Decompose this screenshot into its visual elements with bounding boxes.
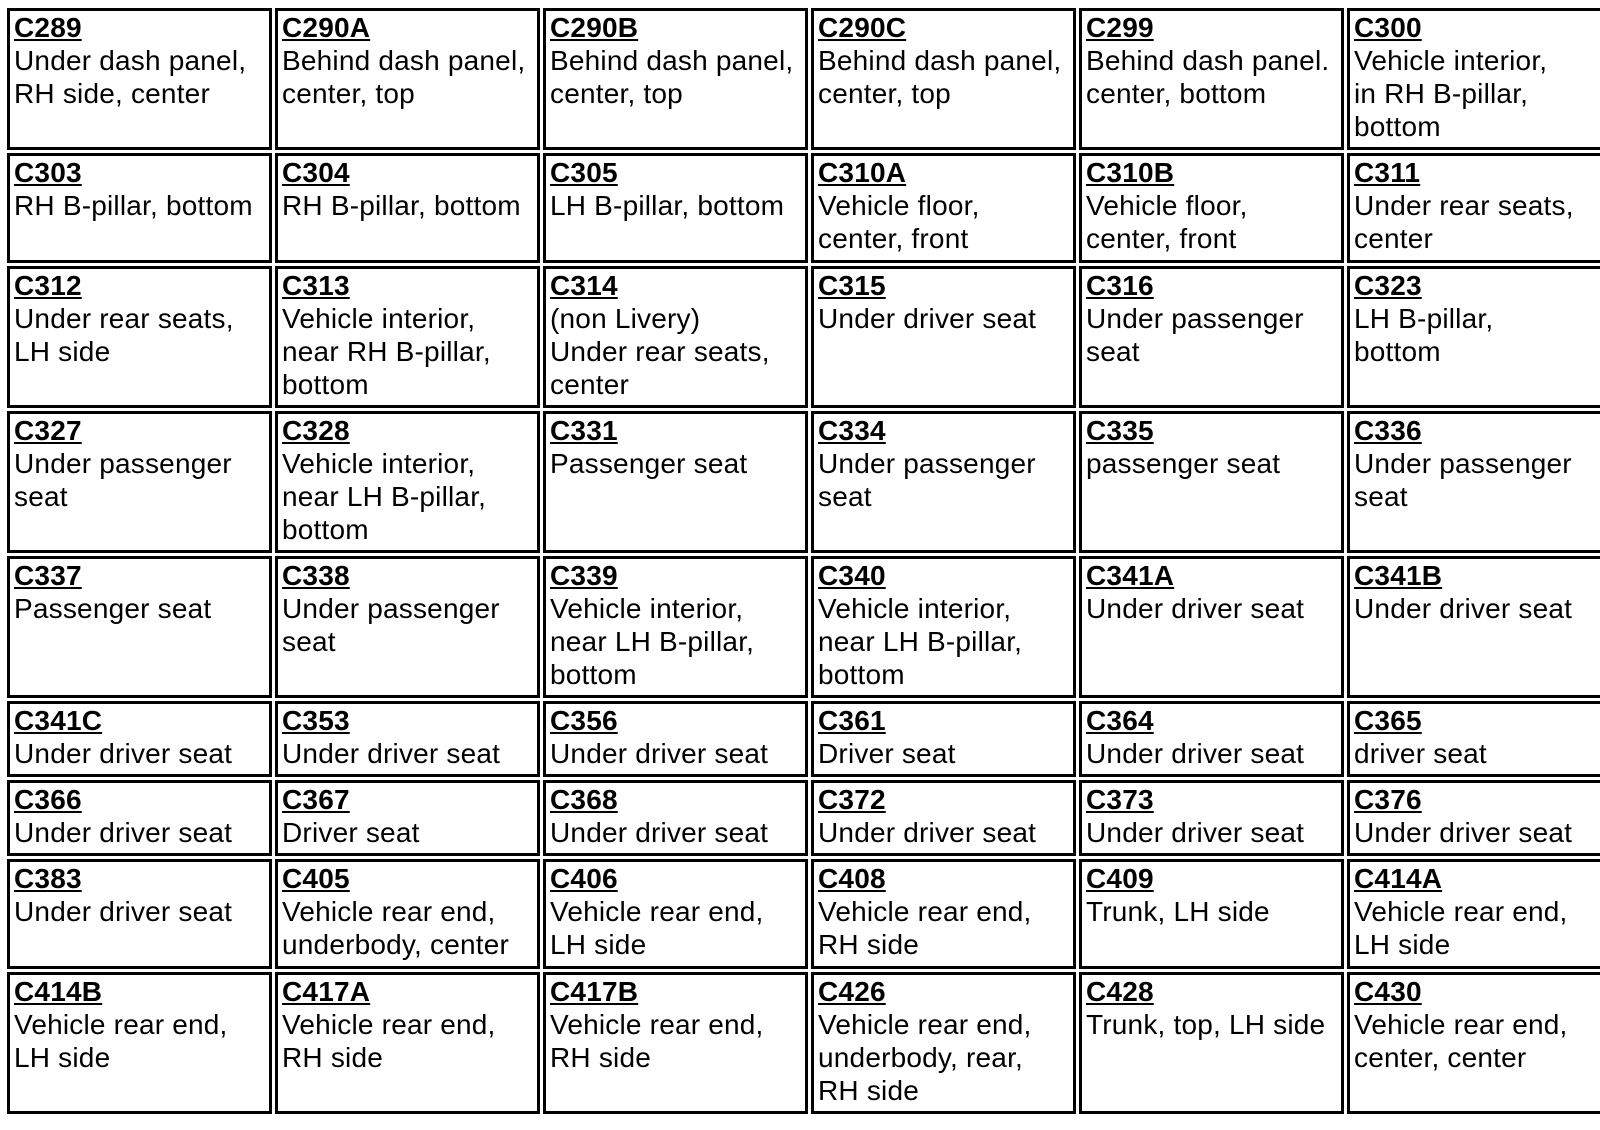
connector-location: Under driver seat xyxy=(818,303,1037,334)
connector-cell xyxy=(811,972,1076,1114)
connector-location: Vehicle interior, near RH B-pillar, bottom xyxy=(282,303,491,400)
connector-location: Behind dash panel, center, top xyxy=(818,45,1062,109)
connector-location: Vehicle rear end, RH side xyxy=(282,1009,496,1073)
connector-cell xyxy=(275,701,540,777)
connector-code: C368 xyxy=(550,784,618,815)
connector-location: Under passenger seat xyxy=(818,448,1036,512)
connector-cell xyxy=(275,266,540,408)
connector-code: C310A xyxy=(818,157,907,188)
connector-location: Behind dash panel, center, top xyxy=(282,45,526,109)
connector-code: C367 xyxy=(282,784,350,815)
connector-location: Passenger seat xyxy=(14,593,212,624)
connector-code: C414A xyxy=(1354,863,1443,894)
connector-location: Trunk, LH side xyxy=(1086,896,1270,927)
connector-cell xyxy=(811,556,1076,698)
connector-location: driver seat xyxy=(1354,738,1487,769)
connector-location: Under passenger seat xyxy=(1086,303,1304,367)
table-row xyxy=(7,8,1600,150)
connector-cell xyxy=(7,701,272,777)
connector-cell xyxy=(1079,556,1344,698)
connector-location: Under rear seats, LH side xyxy=(14,303,234,367)
connector-code: C289 xyxy=(14,12,82,43)
connector-location: Under driver seat xyxy=(14,738,233,769)
connector-location: Under driver seat xyxy=(1354,593,1573,624)
connector-location: Under dash panel, RH side, center xyxy=(14,45,247,109)
connector-cell xyxy=(1347,266,1600,408)
connector-location: Behind dash panel, center, top xyxy=(550,45,794,109)
connector-code: C340 xyxy=(818,560,886,591)
connector-code: C328 xyxy=(282,415,350,446)
connector-code: C323 xyxy=(1354,270,1422,301)
connector-location: LH B-pillar, bottom xyxy=(550,190,785,221)
connector-location: Vehicle rear end, LH side xyxy=(14,1009,228,1073)
connector-cell xyxy=(1079,411,1344,553)
connector-cell xyxy=(7,411,272,553)
connector-cell xyxy=(7,859,272,969)
connector-code: C335 xyxy=(1086,415,1154,446)
connector-cell xyxy=(1347,972,1600,1114)
connector-cell xyxy=(811,411,1076,553)
connector-code: C311 xyxy=(1354,157,1421,188)
connector-cell xyxy=(7,972,272,1114)
connector-location: Under passenger seat xyxy=(1354,448,1572,512)
connector-location: Vehicle interior, near LH B-pillar, bottom xyxy=(550,593,755,690)
connector-code: C315 xyxy=(818,270,886,301)
connector-code: C290B xyxy=(550,12,639,43)
connector-cell xyxy=(811,266,1076,408)
table-row xyxy=(7,266,1600,408)
connector-code: C364 xyxy=(1086,705,1154,736)
connector-code: C312 xyxy=(14,270,82,301)
connector-code: C337 xyxy=(14,560,82,591)
connector-code: C339 xyxy=(550,560,618,591)
connector-location: Under driver seat xyxy=(282,738,501,769)
connector-cell xyxy=(543,153,808,263)
connector-cell xyxy=(7,153,272,263)
connector-code: C417B xyxy=(550,976,639,1007)
connector-cell xyxy=(811,701,1076,777)
connector-cell xyxy=(543,972,808,1114)
connector-cell xyxy=(1347,780,1600,856)
connector-location: Under driver seat xyxy=(14,817,233,848)
connector-code: C376 xyxy=(1354,784,1422,815)
connector-cell xyxy=(543,411,808,553)
connector-location: RH B-pillar, bottom xyxy=(14,190,253,221)
connector-code: C327 xyxy=(14,415,82,446)
connector-code: C417A xyxy=(282,976,371,1007)
connector-location: Vehicle interior, in RH B-pillar, bottom xyxy=(1354,45,1548,142)
connector-cell xyxy=(275,8,540,150)
connector-location: Driver seat xyxy=(818,738,956,769)
connector-cell xyxy=(811,859,1076,969)
connector-cell xyxy=(811,153,1076,263)
connector-cell xyxy=(7,266,272,408)
connector-location: Under driver seat xyxy=(550,817,769,848)
connector-location: LH B-pillar, bottom xyxy=(1354,303,1494,367)
connector-cell xyxy=(811,8,1076,150)
connector-location: Under driver seat xyxy=(550,738,769,769)
connector-location: Under driver seat xyxy=(818,817,1037,848)
connector-location: Vehicle rear end, center, center xyxy=(1354,1009,1568,1073)
table-row xyxy=(7,411,1600,553)
table-row xyxy=(7,780,1600,856)
connector-location: Vehicle interior, near LH B-pillar, bottom xyxy=(282,448,487,545)
connector-cell xyxy=(1079,153,1344,263)
connector-cell xyxy=(275,556,540,698)
table-row xyxy=(7,972,1600,1114)
connector-code: C341A xyxy=(1086,560,1175,591)
connector-cell xyxy=(1079,972,1344,1114)
connector-code: C305 xyxy=(550,157,618,188)
connector-code: C383 xyxy=(14,863,82,894)
connector-cell xyxy=(543,780,808,856)
connector-code: C303 xyxy=(14,157,82,188)
connector-location: Vehicle rear end, underbody, center xyxy=(282,896,510,960)
connector-location: Passenger seat xyxy=(550,448,748,479)
connector-cell xyxy=(7,556,272,698)
connector-location: Under driver seat xyxy=(1086,593,1305,624)
connector-location: Vehicle floor, center, front xyxy=(1086,190,1248,254)
connector-cell xyxy=(543,701,808,777)
connector-code: C406 xyxy=(550,863,618,894)
connector-cell xyxy=(543,859,808,969)
connector-location: Under passenger seat xyxy=(14,448,232,512)
table-row xyxy=(7,859,1600,969)
connector-code: C408 xyxy=(818,863,886,894)
connector-location: RH B-pillar, bottom xyxy=(282,190,521,221)
connector-code: C366 xyxy=(14,784,82,815)
connector-location: Behind dash panel. center, bottom xyxy=(1086,45,1330,109)
connector-cell xyxy=(1079,701,1344,777)
connector-cell xyxy=(543,8,808,150)
connector-code: C372 xyxy=(818,784,886,815)
connector-code: C336 xyxy=(1354,415,1422,446)
connector-code: C316 xyxy=(1086,270,1154,301)
connector-code: C365 xyxy=(1354,705,1422,736)
connector-code: C299 xyxy=(1086,12,1154,43)
connector-code: C353 xyxy=(282,705,350,736)
connector-location: Vehicle rear end, RH side xyxy=(550,1009,764,1073)
connector-location: passenger seat xyxy=(1086,448,1281,479)
connector-cell xyxy=(543,266,808,408)
connector-cell xyxy=(1347,8,1600,150)
connector-cell xyxy=(275,780,540,856)
connector-location-table xyxy=(4,5,1600,1117)
connector-location: Vehicle rear end, LH side xyxy=(550,896,764,960)
connector-code: C430 xyxy=(1354,976,1422,1007)
connector-code: C426 xyxy=(818,976,886,1007)
connector-cell xyxy=(7,8,272,150)
connector-location: Under driver seat xyxy=(1086,817,1305,848)
connector-code: C341C xyxy=(14,705,103,736)
connector-cell xyxy=(275,859,540,969)
connector-code: C414B xyxy=(14,976,103,1007)
connector-code: C290A xyxy=(282,12,371,43)
connector-location: Trunk, top, LH side xyxy=(1086,1009,1326,1040)
connector-cell xyxy=(1347,701,1600,777)
connector-code: C290C xyxy=(818,12,907,43)
table-row xyxy=(7,153,1600,263)
connector-code: C304 xyxy=(282,157,350,188)
connector-code: C428 xyxy=(1086,976,1154,1007)
connector-cell xyxy=(275,411,540,553)
connector-cell xyxy=(275,153,540,263)
connector-code: C341B xyxy=(1354,560,1443,591)
connector-cell xyxy=(1347,411,1600,553)
connector-code: C313 xyxy=(282,270,350,301)
connector-code: C334 xyxy=(818,415,886,446)
connector-cell xyxy=(1347,556,1600,698)
connector-cell xyxy=(1079,859,1344,969)
connector-code: C405 xyxy=(282,863,350,894)
connector-location: Vehicle interior, near LH B-pillar, bottom xyxy=(818,593,1023,690)
connector-cell xyxy=(7,780,272,856)
connector-cell xyxy=(1079,8,1344,150)
connector-location: Under passenger seat xyxy=(282,593,500,657)
connector-location: Vehicle floor, center, front xyxy=(818,190,980,254)
connector-location: Under driver seat xyxy=(1354,817,1573,848)
connector-code: C356 xyxy=(550,705,618,736)
connector-location: Under driver seat xyxy=(14,896,233,927)
connector-cell xyxy=(275,972,540,1114)
connector-location: Vehicle rear end, underbody, rear, RH side xyxy=(818,1009,1032,1106)
connector-cell xyxy=(1347,153,1600,263)
connector-cell xyxy=(1079,266,1344,408)
connector-code: C409 xyxy=(1086,863,1154,894)
connector-location: (non Livery) Under rear seats, center xyxy=(550,303,770,400)
connector-cell xyxy=(1079,780,1344,856)
connector-cell xyxy=(1347,859,1600,969)
table-row xyxy=(7,556,1600,698)
connector-code: C300 xyxy=(1354,12,1422,43)
connector-location: Driver seat xyxy=(282,817,420,848)
connector-cell xyxy=(811,780,1076,856)
connector-cell xyxy=(543,556,808,698)
connector-location: Vehicle rear end, LH side xyxy=(1354,896,1568,960)
connector-code: C373 xyxy=(1086,784,1154,815)
connector-location: Vehicle rear end, RH side xyxy=(818,896,1032,960)
connector-location: Under rear seats, center xyxy=(1354,190,1574,254)
connector-code: C331 xyxy=(550,415,618,446)
connector-code: C310B xyxy=(1086,157,1175,188)
connector-code: C361 xyxy=(818,705,886,736)
connector-location: Under driver seat xyxy=(1086,738,1305,769)
connector-code: C338 xyxy=(282,560,350,591)
connector-code: C314 xyxy=(550,270,618,301)
table-row xyxy=(7,701,1600,777)
